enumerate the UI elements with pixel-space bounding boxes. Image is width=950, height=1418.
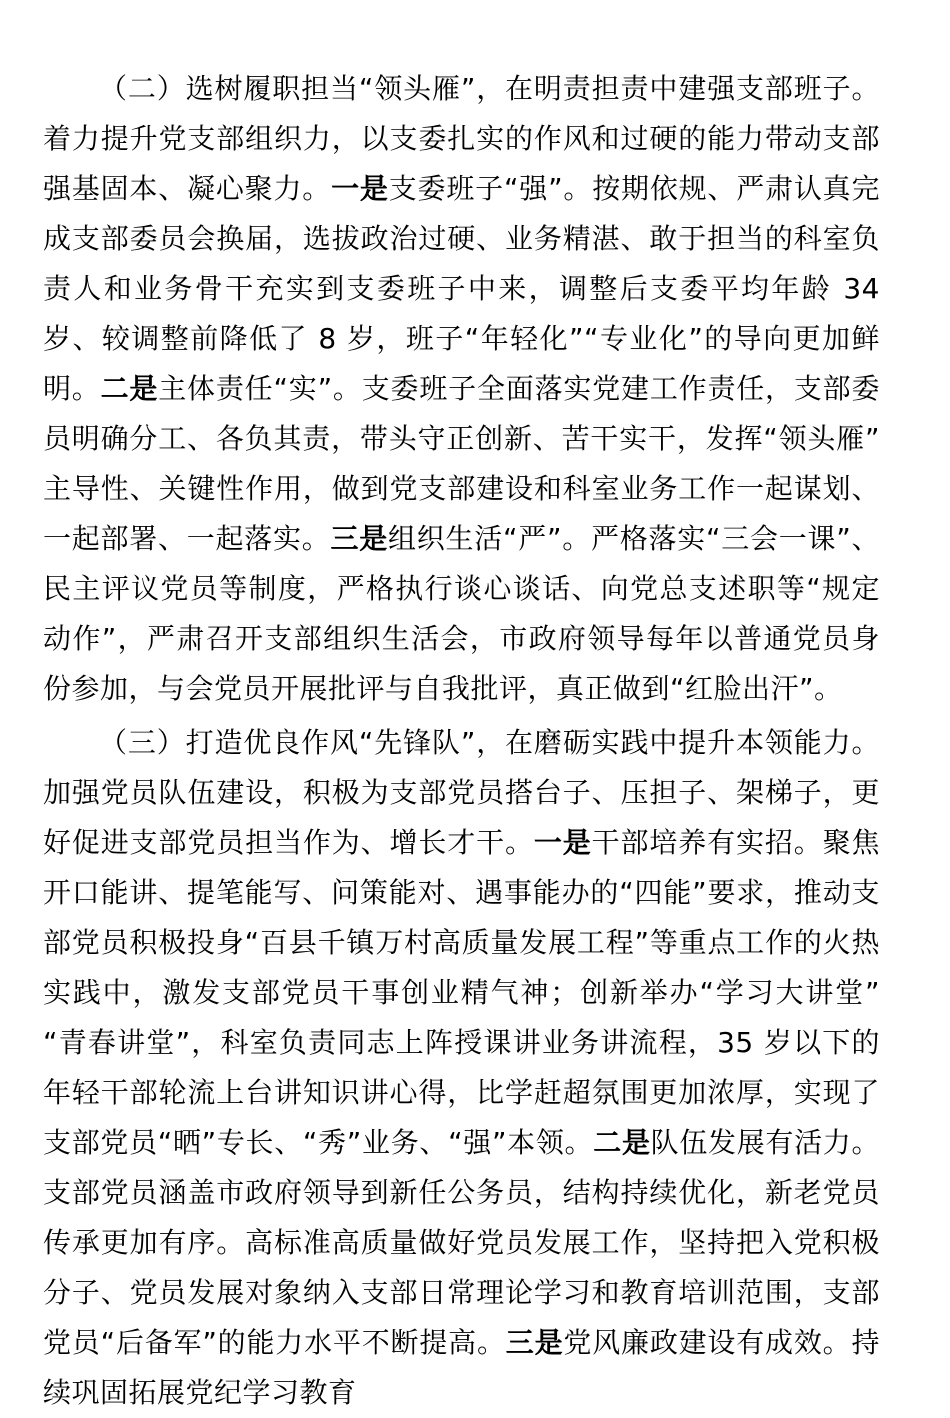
ordinal-emphasis: 一是 bbox=[533, 826, 592, 859]
ordinal-emphasis: 一是 bbox=[331, 172, 389, 205]
body-paragraph-section-3 bbox=[43, 718, 880, 1418]
paragraph-text: 组织生活“严”。严格落实“三会一课”、民主评议党员等制度，严格执行谈心谈话、向党总支述职等“规定动作”，严肃召开支部组织生活会，市政府领导每年以普通党员身份参加，与会党员开展批评与自我批评，真正做到“红脸出汗”。 bbox=[43, 522, 880, 705]
paragraph-text: 支委班子“强”。按期依规、严肃认真完成支部委员会换届，选拔政治过硬、业务精湛、敢于担当的科室负责人和业务骨干充实到支委班子中来，调整后支委平均年龄 34 岁、较调整前降低了 8 岁，班子“年轻化”“专业化”的导向更加鲜明。 bbox=[43, 172, 880, 405]
ordinal-emphasis: 二是 bbox=[593, 1126, 651, 1159]
body-paragraph-section-2 bbox=[43, 64, 880, 714]
document-body bbox=[43, 64, 880, 1418]
ordinal-emphasis: 三是 bbox=[505, 1326, 564, 1359]
paragraph-text: 队伍发展有活力。支部党员涵盖市政府领导到新任公务员，结构持续优化，新老党员传承更加有序。高标准高质量做好党员发展工作，坚持把入党积极分子、党员发展对象纳入支部日常理论学习和教育培训范围，支部党员“后备军”的能力水平不断提高。 bbox=[43, 1126, 880, 1359]
paragraph-text: 干部培养有实招。聚焦开口能讲、提笔能写、问策能对、遇事能办的“四能”要求，推动支部党员积极投身“百县千镇万村高质量发展工程”等重点工作的火热实践中，激发支部党员干事创业精气神；创新举办“学习大讲堂”“青春讲堂”，科室负责同志上阵授课讲业务讲流程，35 岁以下的年轻干部轮流上台讲知识讲心得，比学赶超氛围更加浓厚，实现了支部党员“晒”专长、“秀”业务、“强”本领。 bbox=[43, 826, 880, 1159]
paragraph-text: （二）选树履职担当“领头雁”，在明责担责中建强支部班子。着力提升党支部组织力，以支委扎实的作风和过硬的能力带动支部强基固本、凝心聚力。 bbox=[43, 72, 880, 205]
paragraph-text: 主体责任“实”。支委班子全面落实党建工作责任，支部委员明确分工、各负其责，带头守正创新、苦干实干，发挥“领头雁”主导性、关键性作用，做到党支部建设和科室业务工作一起谋划、一起部署、一起落实。 bbox=[43, 372, 880, 555]
paragraph-text: （三）打造优良作风“先锋队”，在磨砺实践中提升本领能力。加强党员队伍建设，积极为支部党员搭台子、压担子、架梯子，更好促进支部党员担当作为、增长才干。 bbox=[43, 726, 880, 859]
ordinal-emphasis: 三是 bbox=[330, 522, 388, 555]
paragraph-text: 党风廉政建设有成效。持续巩固拓展党纪学习教育 bbox=[43, 1326, 880, 1409]
ordinal-emphasis: 二是 bbox=[100, 372, 159, 405]
